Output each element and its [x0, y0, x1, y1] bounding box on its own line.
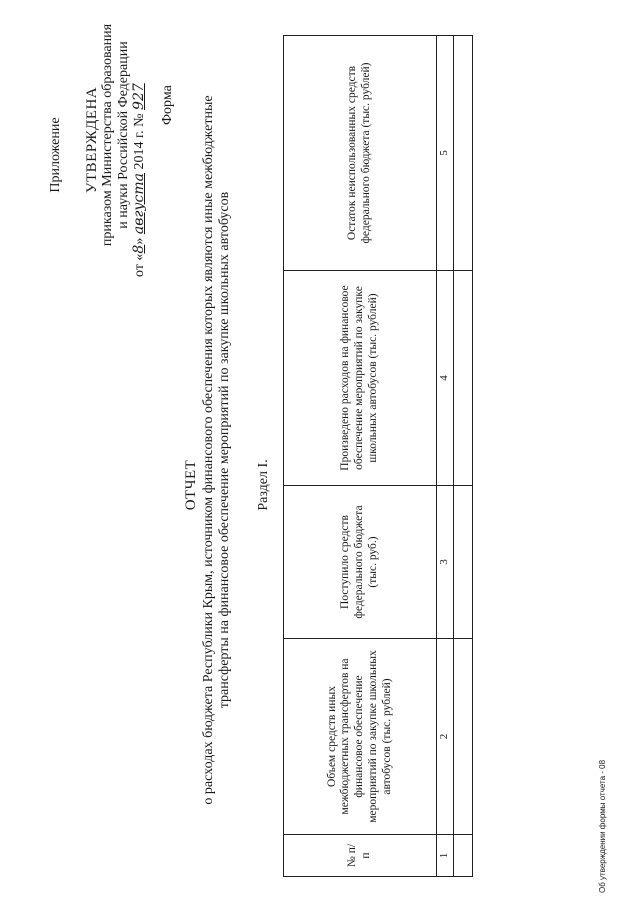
order-date-line: [131, 83, 148, 277]
header-cell-remainder: Остаток неиспользованных средств федерального бюджета (тыс. рублей): [284, 36, 437, 271]
empty-cell: [454, 639, 473, 835]
empty-row: [454, 36, 473, 877]
order-day: 8: [131, 244, 147, 254]
column-number: 4: [437, 271, 454, 486]
header-cell-volume: Объем средств иных межбюджетных трансфертов на финансовое обеспечение мероприятий по закупке школьных автобусов (тыс. рублей): [284, 639, 437, 835]
header-row: [284, 36, 437, 877]
order-year: 2014 г. №: [132, 109, 147, 173]
footer-note: Об утверждении формы отчета - 08: [598, 759, 607, 893]
section-heading: Раздел I.: [256, 459, 271, 511]
order-mid: »: [132, 234, 147, 245]
header-cell-spent: Произведено расходов на финансовое обеспечение мероприятий по закупке школьных автобусов (тыс. рублей): [284, 271, 437, 486]
empty-cell: [454, 486, 473, 639]
empty-cell: [454, 271, 473, 486]
column-number: 1: [437, 835, 454, 877]
empty-cell: [454, 36, 473, 271]
order-number: 927: [131, 83, 147, 110]
empty-cell: [454, 835, 473, 877]
column-number: 5: [437, 36, 454, 271]
header-cell-received: Поступило средств федерального бюджета (тыс. руб.): [284, 486, 437, 639]
report-subtitle-line-2: трансферты на финансовое обеспечение мероприятий по закупке школьных автобусов: [217, 191, 232, 709]
form-label: Форма: [160, 85, 175, 125]
order-line-2: и науки Российской Федерации: [116, 41, 131, 229]
order-line-1: приказом Министерства образования: [100, 23, 115, 247]
report-table: [283, 35, 473, 877]
approved-heading: УТВЕРЖДЕНА: [84, 86, 100, 194]
column-number: 3: [437, 486, 454, 639]
report-title: ОТЧЕТ: [183, 459, 199, 511]
column-number: 2: [437, 639, 454, 835]
appendix-label: Приложение: [48, 117, 63, 193]
order-month: августа: [131, 172, 147, 235]
order-prefix: от «: [132, 253, 147, 277]
report-subtitle-line-1: о расходах бюджета Республики Крым, источником финансового обеспечения которых являются иные межбюджетные: [201, 95, 216, 805]
header-cell-number: № п/п: [284, 835, 437, 877]
column-number-row: [437, 36, 454, 877]
